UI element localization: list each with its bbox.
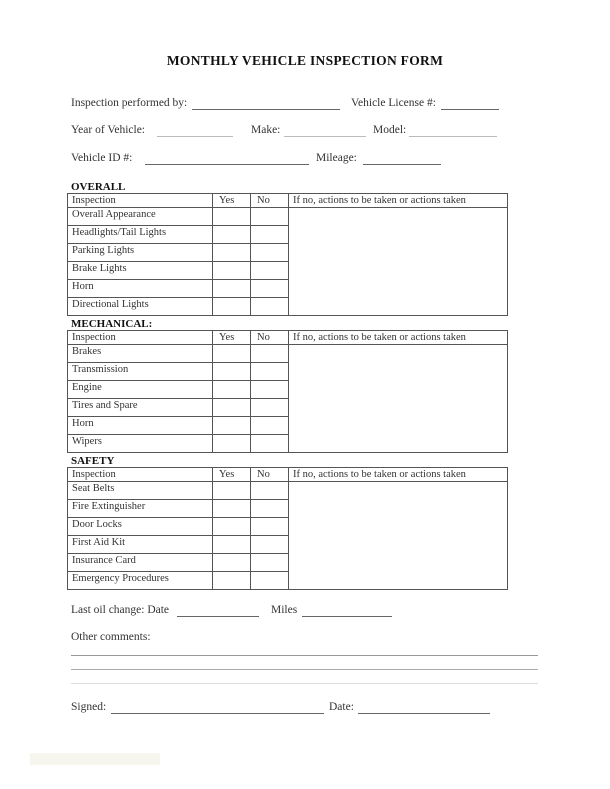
inspection-item-label: Overall Appearance — [68, 208, 213, 226]
table-row — [68, 208, 508, 226]
vehicle-license-input[interactable] — [441, 109, 499, 110]
column-header-yes: Yes — [213, 468, 251, 482]
mileage-input[interactable] — [363, 164, 441, 165]
no-checkbox-cell[interactable] — [251, 226, 289, 244]
actions-cell[interactable] — [289, 208, 508, 226]
actions-cell[interactable] — [289, 554, 508, 572]
comments-line-3[interactable] — [71, 683, 538, 684]
no-checkbox-cell[interactable] — [251, 280, 289, 298]
no-checkbox-cell[interactable] — [251, 435, 289, 453]
signed-label: Signed: — [71, 701, 107, 713]
actions-cell[interactable] — [289, 262, 508, 280]
watermark-area — [30, 753, 160, 765]
yes-checkbox-cell[interactable] — [213, 208, 251, 226]
inspection-item-label: Horn — [68, 280, 213, 298]
miles-label: Miles — [271, 604, 298, 616]
no-checkbox-cell[interactable] — [251, 417, 289, 435]
no-checkbox-cell[interactable] — [251, 399, 289, 417]
no-checkbox-cell[interactable] — [251, 518, 289, 536]
actions-cell[interactable] — [289, 518, 508, 536]
actions-cell[interactable] — [289, 280, 508, 298]
field-row-1 — [71, 97, 531, 111]
signed-date-input[interactable] — [358, 713, 490, 714]
inspection-item-label: Headlights/Tail Lights — [68, 226, 213, 244]
column-header-actions: If no, actions to be taken or actions taken — [289, 468, 508, 482]
yes-checkbox-cell[interactable] — [213, 536, 251, 554]
table-row — [68, 345, 508, 363]
inspection-item-label: First Aid Kit — [68, 536, 213, 554]
yes-checkbox-cell[interactable] — [213, 435, 251, 453]
signature-input[interactable] — [111, 713, 324, 714]
table-row — [68, 435, 508, 453]
table-row — [68, 417, 508, 435]
section-title-safety: SAFETY — [71, 455, 115, 467]
comments-line-1[interactable] — [71, 655, 538, 656]
column-header-no: No — [251, 331, 289, 345]
year-of-vehicle-input[interactable] — [157, 136, 233, 137]
miles-input[interactable] — [302, 616, 392, 617]
actions-cell[interactable] — [289, 482, 508, 500]
inspection-item-label: Seat Belts — [68, 482, 213, 500]
table-row — [68, 381, 508, 399]
inspection-item-label: Parking Lights — [68, 244, 213, 262]
yes-checkbox-cell[interactable] — [213, 399, 251, 417]
no-checkbox-cell[interactable] — [251, 536, 289, 554]
vehicle-license-label: Vehicle License #: — [351, 97, 436, 109]
inspection-item-label: Engine — [68, 381, 213, 399]
table-row — [68, 226, 508, 244]
column-header-inspection: Inspection — [68, 194, 213, 208]
no-checkbox-cell[interactable] — [251, 554, 289, 572]
make-label: Make: — [251, 124, 281, 136]
make-input[interactable] — [284, 136, 366, 137]
table-row — [68, 554, 508, 572]
table-header-row — [68, 194, 508, 208]
yes-checkbox-cell[interactable] — [213, 345, 251, 363]
table-header-row — [68, 468, 508, 482]
table-row — [68, 399, 508, 417]
inspection-item-label: Brake Lights — [68, 262, 213, 280]
inspection-table-safety — [67, 467, 508, 590]
table-row — [68, 536, 508, 554]
yes-checkbox-cell[interactable] — [213, 262, 251, 280]
actions-cell[interactable] — [289, 363, 508, 381]
yes-checkbox-cell[interactable] — [213, 572, 251, 590]
table-row — [68, 500, 508, 518]
inspection-item-label: Fire Extinguisher — [68, 500, 213, 518]
inspection-item-label: Transmission — [68, 363, 213, 381]
yes-checkbox-cell[interactable] — [213, 482, 251, 500]
actions-cell[interactable] — [289, 572, 508, 590]
inspection-performed-by-label: Inspection performed by: — [71, 97, 188, 109]
yes-checkbox-cell[interactable] — [213, 518, 251, 536]
inspection-table-overall — [67, 193, 508, 316]
inspection-item-label: Insurance Card — [68, 554, 213, 572]
column-header-no: No — [251, 194, 289, 208]
no-checkbox-cell[interactable] — [251, 363, 289, 381]
table-row — [68, 244, 508, 262]
no-checkbox-cell[interactable] — [251, 572, 289, 590]
inspection-item-label: Emergency Procedures — [68, 572, 213, 590]
section-title-mechanical: MECHANICAL: — [71, 318, 153, 330]
other-comments-label: Other comments: — [71, 631, 151, 643]
form-title: MONTHLY VEHICLE INSPECTION FORM — [166, 53, 444, 68]
inspection-performed-by-input[interactable] — [192, 109, 340, 110]
table-row — [68, 572, 508, 590]
inspection-item-label: Brakes — [68, 345, 213, 363]
vehicle-id-label: Vehicle ID #: — [71, 152, 133, 164]
actions-cell[interactable] — [289, 244, 508, 262]
no-checkbox-cell[interactable] — [251, 381, 289, 399]
field-row-2 — [71, 124, 531, 138]
column-header-inspection: Inspection — [68, 331, 213, 345]
actions-cell[interactable] — [289, 500, 508, 518]
yes-checkbox-cell[interactable] — [213, 417, 251, 435]
section-title-overall: OVERALL — [71, 181, 126, 193]
actions-cell[interactable] — [289, 345, 508, 363]
yes-checkbox-cell[interactable] — [213, 554, 251, 572]
column-header-inspection: Inspection — [68, 468, 213, 482]
column-header-yes: Yes — [213, 194, 251, 208]
yes-checkbox-cell[interactable] — [213, 500, 251, 518]
field-row-3 — [71, 152, 531, 166]
no-checkbox-cell[interactable] — [251, 345, 289, 363]
model-label: Model: — [373, 124, 407, 136]
actions-cell[interactable] — [289, 226, 508, 244]
inspection-item-label: Door Locks — [68, 518, 213, 536]
actions-cell[interactable] — [289, 417, 508, 435]
yes-checkbox-cell[interactable] — [213, 226, 251, 244]
inspection-item-label: Wipers — [68, 435, 213, 453]
last-oil-change-date-input[interactable] — [177, 616, 259, 617]
table-row — [68, 363, 508, 381]
inspection-item-label: Horn — [68, 417, 213, 435]
comments-line-2[interactable] — [71, 669, 538, 670]
actions-cell[interactable] — [289, 399, 508, 417]
no-checkbox-cell[interactable] — [251, 482, 289, 500]
model-input[interactable] — [409, 136, 497, 137]
inspection-item-label: Directional Lights — [68, 298, 213, 316]
table-row — [68, 280, 508, 298]
yes-checkbox-cell[interactable] — [213, 363, 251, 381]
actions-cell[interactable] — [289, 381, 508, 399]
mileage-label: Mileage: — [316, 152, 357, 164]
table-header-row — [68, 331, 508, 345]
no-checkbox-cell[interactable] — [251, 262, 289, 280]
column-header-yes: Yes — [213, 331, 251, 345]
yes-checkbox-cell[interactable] — [213, 381, 251, 399]
oil-change-row — [71, 604, 411, 618]
column-header-no: No — [251, 468, 289, 482]
table-row — [68, 298, 508, 316]
vehicle-id-input[interactable] — [145, 164, 309, 165]
column-header-actions: If no, actions to be taken or actions taken — [289, 331, 508, 345]
actions-cell[interactable] — [289, 435, 508, 453]
last-oil-change-label: Last oil change: Date — [71, 604, 170, 616]
actions-cell[interactable] — [289, 298, 508, 316]
actions-cell[interactable] — [289, 536, 508, 554]
yes-checkbox-cell[interactable] — [213, 280, 251, 298]
table-row — [68, 518, 508, 536]
year-of-vehicle-label: Year of Vehicle: — [71, 124, 145, 136]
no-checkbox-cell[interactable] — [251, 208, 289, 226]
yes-checkbox-cell[interactable] — [213, 298, 251, 316]
no-checkbox-cell[interactable] — [251, 298, 289, 316]
inspection-table-mechanical — [67, 330, 508, 453]
signature-row — [71, 701, 501, 715]
inspection-item-label: Tires and Spare — [68, 399, 213, 417]
table-row — [68, 482, 508, 500]
yes-checkbox-cell[interactable] — [213, 244, 251, 262]
no-checkbox-cell[interactable] — [251, 500, 289, 518]
column-header-actions: If no, actions to be taken or actions taken — [289, 194, 508, 208]
no-checkbox-cell[interactable] — [251, 244, 289, 262]
table-row — [68, 262, 508, 280]
date-label: Date: — [329, 701, 354, 713]
